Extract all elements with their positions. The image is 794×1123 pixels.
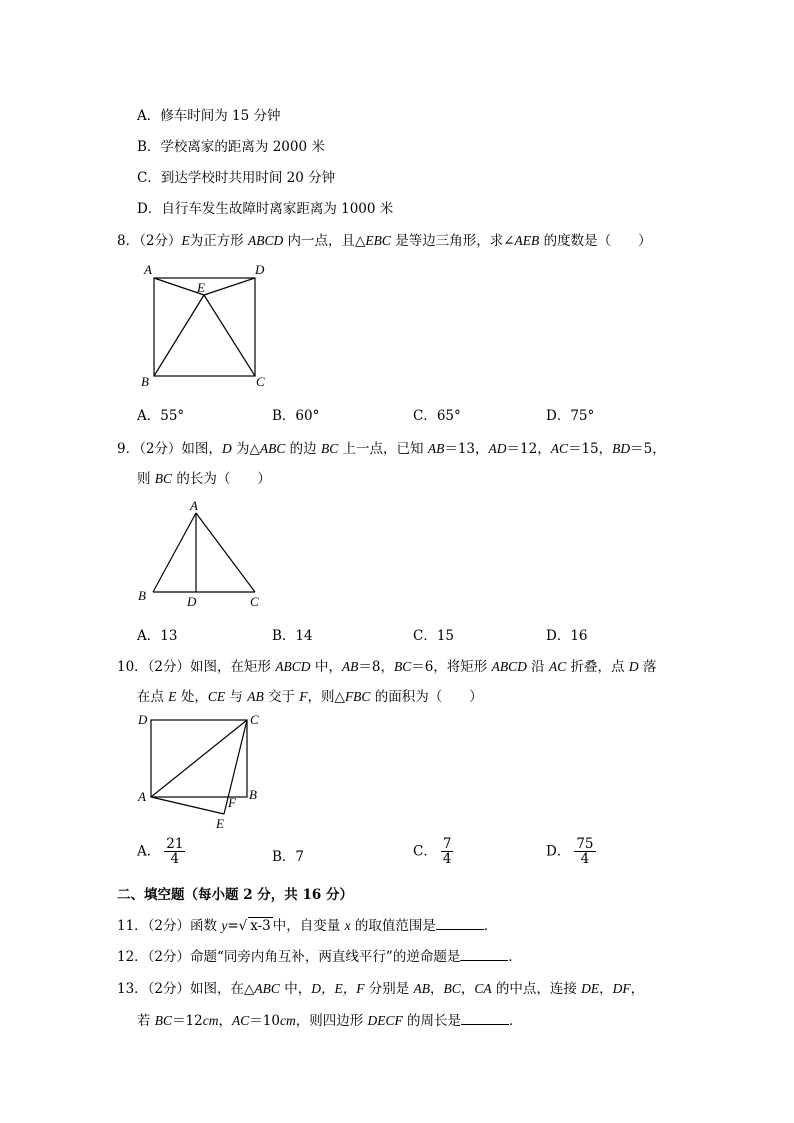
q10-stem-line2: 在点 E 处，CE 与 AB 交于 F，则△FBC 的面积为（ ） bbox=[137, 689, 483, 705]
label-d: D bbox=[255, 262, 265, 277]
segment-be bbox=[154, 295, 204, 376]
segment-de bbox=[204, 278, 255, 295]
q11-radicand: x-3 bbox=[250, 918, 271, 934]
q9-option-c: C．15 bbox=[413, 628, 455, 644]
q8-option-b: B．60° bbox=[272, 408, 320, 424]
q11-answer-blank bbox=[436, 917, 484, 930]
q11-stem: 11．（2分）函数 y=√ x-3 中，自变量 x 的取值范围是 ． bbox=[117, 918, 498, 934]
q7-option-a: A．修车时间为 15 分钟 bbox=[137, 108, 281, 124]
label-f: F bbox=[228, 795, 236, 810]
q7-option-d: D．自行车发生故障时离家距离为 1000 米 bbox=[137, 201, 394, 217]
label-b: B bbox=[249, 787, 257, 802]
q9-option-a: A．13 bbox=[137, 628, 178, 644]
q13-stem-line1: 13．（2分）如图，在△ABC 中，D，E，F 分别是 AB，BC，CA 的中点，连接 DE，DF， bbox=[117, 981, 645, 997]
q9-stem-line1: 9．（2分）如图，D 为△ABC 的边 BC 上一点，已知 AB＝13，AD＝12，AC＝15，BD＝5， bbox=[117, 441, 666, 457]
q10-stem-line1: 10．（2分）如图，在矩形 ABCD 中，AB＝8，BC＝6，将矩形 ABCD 沿 AC 折叠，点 D 落 bbox=[117, 659, 657, 675]
fraction-21-4: $\frac{21}{4}$ bbox=[166, 836, 184, 867]
section-2-title: 二、填空题（每小题 2 分，共 16 分） bbox=[117, 887, 353, 903]
label-c: C bbox=[250, 594, 259, 609]
q12-answer-blank bbox=[460, 948, 508, 961]
segment-ab bbox=[153, 513, 196, 592]
q10-option-c: C． $\frac{7}{4}$ bbox=[413, 836, 452, 867]
segment-ce bbox=[204, 295, 255, 376]
q13-answer-blank bbox=[461, 1012, 509, 1025]
segment-ac bbox=[151, 720, 247, 797]
q9-option-d: D．16 bbox=[546, 628, 588, 644]
label-c: C bbox=[256, 374, 265, 389]
q7-option-b: B．学校离家的距离为 2000 米 bbox=[137, 139, 325, 155]
label-e: E bbox=[216, 816, 224, 831]
q10-rectangle-figure bbox=[133, 710, 273, 836]
label-a: A bbox=[190, 498, 198, 513]
label-d: D bbox=[187, 594, 197, 609]
label-b: B bbox=[141, 374, 149, 389]
q13-stem-line2: 若 BC＝12cm，AC＝10cm，则四边形 DECF 的周长是 ． bbox=[137, 1013, 523, 1029]
q12-stem: 12．（2分）命题“同旁内角互补，两直线平行”的逆命题是 ． bbox=[117, 949, 522, 965]
q9-stem-line2: 则 BC 的长为（ ） bbox=[137, 471, 271, 487]
q9-triangle-figure bbox=[135, 496, 270, 612]
label-b: B bbox=[138, 588, 146, 603]
q7-option-c: C．到达学校时共用时间 20 分钟 bbox=[137, 170, 336, 186]
label-a: A bbox=[138, 789, 146, 804]
q10-option-a: A． $\frac{21}{4}$ bbox=[137, 836, 184, 867]
segment-ae bbox=[151, 797, 224, 814]
q8-option-a: A．55° bbox=[137, 408, 185, 424]
q9-option-b: B．14 bbox=[272, 628, 313, 644]
q8-square-figure bbox=[138, 258, 278, 390]
label-a: A bbox=[144, 262, 152, 277]
q10-option-d: D． $\frac{75}{4}$ bbox=[546, 836, 594, 867]
label-d: D bbox=[138, 712, 148, 727]
segment-ac bbox=[196, 513, 255, 592]
fraction-7-4: $\frac{7}{4}$ bbox=[442, 836, 452, 867]
sqrt-sign-icon: √ bbox=[238, 918, 248, 934]
q10-option-b: B．7 bbox=[272, 849, 305, 865]
label-c: C bbox=[250, 712, 259, 727]
q8-option-d: D．75° bbox=[546, 408, 595, 424]
fraction-75-4: $\frac{75}{4}$ bbox=[576, 836, 594, 867]
label-e: E bbox=[197, 280, 205, 295]
q8-stem: 8．（2分）E为正方形 ABCD 内一点，且△EBC 是等边三角形，求∠AEB 的度数是（ ） bbox=[117, 233, 652, 249]
q8-option-c: C．65° bbox=[413, 408, 461, 424]
